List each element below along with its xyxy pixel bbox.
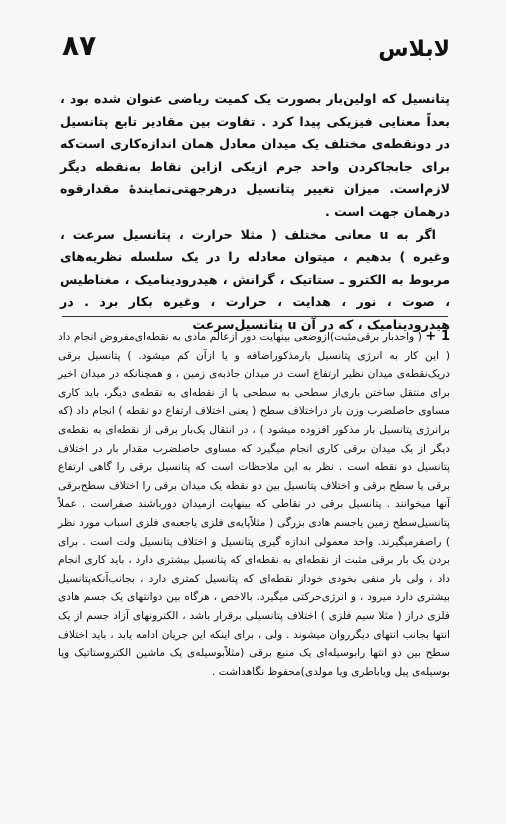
footnote-divider	[62, 316, 448, 317]
footnote-section	[58, 328, 450, 681]
body-paragraph-2: اگر به u معانی مختلف ( مثلا حرارت ، پتانسیل سرعت ، وغیره ) بدهیم ، میتوان معادله را در یک سلسله نظریه‌های مربوط به الکترو ـ ستاتیک ، گرانش ، هیدرودینامیک ، مغناطیس ، صوت ، نور ، هدایت ، حرارت ، وغیره بکار برد . در هیدرودینامیک ، که در آن u پتانسیل‌سرعت	[60, 226, 450, 332]
page-number: ۸۷	[62, 29, 97, 62]
footnote-paragraph	[58, 328, 450, 681]
footnote-marker: 1 +	[425, 329, 450, 344]
body-paragraph-1: پتانسیل که اولین‌بار بصورت یک کمیت ریاضی عنوان شده بود ، بعداً معنایی فیزیکی پیدا کرد . تفاوت بین مقادیر تابع پتانسیل در دونقطه‌ی مختلف یک میدان معادل همان اندازه‌کاری است‌که برای جابجاکردن واحد جرم ازیکی ازاین نقاط به‌نقطه دیگر لازم‌است. میزان تغییر پتانسیل درهرجهتی‌نمایندهٔ مقدارقوه درهمان جهت است .	[60, 91, 450, 219]
running-title: لابلاس	[378, 37, 450, 62]
page-header	[62, 22, 450, 62]
footnote-text: ( واحدبار برقی‌مثبت)ازوضعی بینهایت دور ازعالم مادی به نقطه‌ای‌مفروض انجام داد ( این کار به انرژی پتانسیل بارمذکوراضافه و یا ازآن کم میشود. ) پتانسیل برقی دریک‌نقطه‌ی میدان نظیر ارتفاع است در میدان جاذبه‌ی زمین ، و همچنانکه در میدان اخیر برای منتقل ساختن باری‌از سطحی به سطحی یا از نقطه‌ای به نقطه‌ی دیگر، باید کاری مساوی حاصلضرب وزن بار دراختلاف سطح ( یعنی اختلاف ارتفاع دو نقطه ) انجام داد (که برانرژی پتانسیل بار مذکور افزوده میشود ) ، در انتقال یک‌بار برقی از نقطه‌ای به نقطه‌ی دیگر از یک میدان برقی کاری انجام میگیرد که مساوی حاصلضرب مقدار بار در اختلاف پتانسیل دو نقطه است . نظر به این ملاحظات است که پتانسیل برقی را گاهی ارتفاع برقی یا سطح برقی و اختلاف پتانسیل بین دو نقطه یک میدان برقی را اختلاف سطح‌برقی آنها میخوانند . پتانسیل برقی در نقاطی که بینهایت ازمیدان دورباشند صفراست . عملاً پتانسیل‌سطح زمین یاجسم هادی بزرگی ( مثلاًپایه‌ی فلزی یاجعبه‌ی فلزی اسباب مورد نظر ) راصفرمیگیرند. واحد معمولی اندازه گیری پتانسیل و اختلاف پتانسیل ولت است . برای بردن یک بار برقی مثبت از نقطه‌ای به نقطه‌ای که پتانسیل بیشتری دارد ، باید کاری انجام داد ، ولی بار منفی بخودی خوداز نقطه‌ای که پتانسیل کمتری دارد ، بجانب‌آنکه‌پتانسیل بیشتری دارد میرود ، و انرژی‌حرکتی میگیرد. بالاخص ، هرگاه بین دوانتهای یک جسم هادی فلزی دراز ( مثلا سیم فلزی ) اختلاف پتانسیلی برقرار باشد ، الکترونهای آزاد جسم از یک انتها بجانب انتهای دیگرروان میشوند . ولی ، برای اینکه این جریان ادامه یابد ، باید اختلاف سطح بین دو انتها رابوسیله‌ای یک منبع برقی (مثلاًبوسیله‌ی یک ماشین الکتروستاتیک ویا بوسیله‌ی پیل ویاباطری ویا مولدی)محفوظ نگاهداشت .	[58, 331, 450, 678]
main-text	[60, 88, 450, 337]
